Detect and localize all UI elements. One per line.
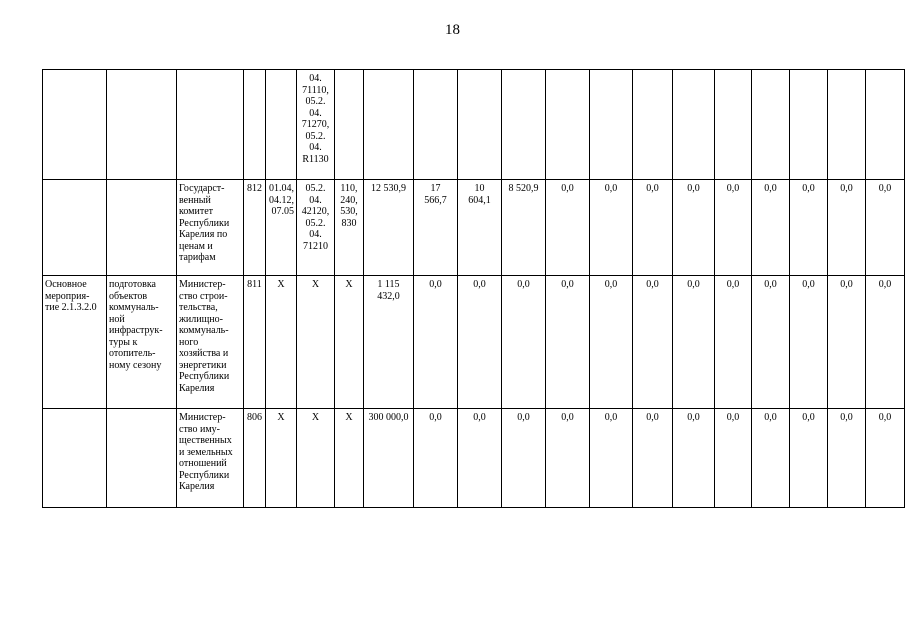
- grbs-code-cell: 811: [244, 276, 266, 409]
- value-cell: 0,0: [752, 276, 790, 409]
- value-cell: 0,0: [458, 409, 502, 508]
- executor-cell: [177, 70, 244, 180]
- value-cell: 0,0: [590, 409, 633, 508]
- value-cell: 0,0: [790, 409, 828, 508]
- section-code-cell: 01.04, 04.12, 07.05: [266, 180, 297, 276]
- measure-cell: [43, 70, 107, 180]
- measure-cell: Основное мероприя- тие 2.1.3.2.0: [43, 276, 107, 409]
- expense-type-cell: [335, 70, 364, 180]
- value-cell: 0,0: [828, 180, 866, 276]
- value-cell: [458, 70, 502, 180]
- value-cell: 0,0: [828, 409, 866, 508]
- value-cell: [590, 70, 633, 180]
- executor-cell: Министер- ство строи- тельства, жилищно- коммуналь- ного хозяйства и энергетики Республики Карелия: [177, 276, 244, 409]
- value-cell: 1 115 432,0: [364, 276, 414, 409]
- measure-cell: [43, 409, 107, 508]
- value-cell: 0,0: [866, 276, 905, 409]
- value-cell: 0,0: [590, 276, 633, 409]
- table-row: [43, 276, 905, 409]
- section-code-cell: X: [266, 409, 297, 508]
- value-cell: 0,0: [502, 276, 546, 409]
- section-code-cell: X: [266, 276, 297, 409]
- value-cell: 0,0: [828, 276, 866, 409]
- measure-name-cell: подготовка объектов коммуналь- ной инфраструк- туры к отопитель- ному сезону: [107, 276, 177, 409]
- value-cell: 0,0: [673, 180, 715, 276]
- grbs-code-cell: [244, 70, 266, 180]
- target-article-cell: 05.2. 04. 42120, 05.2. 04. 71210: [297, 180, 335, 276]
- executor-cell: Министер- ство иму- щественных и земельных отношений Республики Карелия: [177, 409, 244, 508]
- value-cell: 300 000,0: [364, 409, 414, 508]
- value-cell: [866, 70, 905, 180]
- value-cell: [546, 70, 590, 180]
- value-cell: 10 604,1: [458, 180, 502, 276]
- value-cell: 0,0: [546, 180, 590, 276]
- measure-name-cell: [107, 70, 177, 180]
- target-article-cell: X: [297, 409, 335, 508]
- budget-table: [42, 69, 905, 508]
- value-cell: 0,0: [715, 409, 752, 508]
- table-row: [43, 409, 905, 508]
- value-cell: 0,0: [633, 409, 673, 508]
- value-cell: 0,0: [633, 276, 673, 409]
- value-cell: 0,0: [673, 409, 715, 508]
- value-cell: 12 530,9: [364, 180, 414, 276]
- value-cell: [790, 70, 828, 180]
- value-cell: 0,0: [790, 276, 828, 409]
- value-cell: [502, 70, 546, 180]
- value-cell: 0,0: [752, 180, 790, 276]
- grbs-code-cell: 812: [244, 180, 266, 276]
- value-cell: 0,0: [790, 180, 828, 276]
- executor-cell: Государст- венный комитет Республики Карелия по ценам и тарифам: [177, 180, 244, 276]
- value-cell: 0,0: [673, 276, 715, 409]
- value-cell: [673, 70, 715, 180]
- grbs-code-cell: 806: [244, 409, 266, 508]
- value-cell: [715, 70, 752, 180]
- expense-type-cell: 110, 240, 530, 830: [335, 180, 364, 276]
- measure-name-cell: [107, 409, 177, 508]
- value-cell: 0,0: [590, 180, 633, 276]
- measure-name-cell: [107, 180, 177, 276]
- value-cell: 0,0: [414, 409, 458, 508]
- target-article-cell: X: [297, 276, 335, 409]
- value-cell: 17 566,7: [414, 180, 458, 276]
- value-cell: 0,0: [715, 180, 752, 276]
- value-cell: 0,0: [866, 180, 905, 276]
- value-cell: [828, 70, 866, 180]
- table-row: [43, 180, 905, 276]
- value-cell: 0,0: [414, 276, 458, 409]
- value-cell: 0,0: [752, 409, 790, 508]
- target-article-cell: 04. 71110, 05.2. 04. 71270, 05.2. 04. R1130: [297, 70, 335, 180]
- value-cell: 0,0: [546, 276, 590, 409]
- value-cell: [633, 70, 673, 180]
- value-cell: [752, 70, 790, 180]
- value-cell: 0,0: [866, 409, 905, 508]
- table-row: [43, 70, 905, 180]
- value-cell: 8 520,9: [502, 180, 546, 276]
- value-cell: [364, 70, 414, 180]
- measure-cell: [43, 180, 107, 276]
- value-cell: 0,0: [502, 409, 546, 508]
- section-code-cell: [266, 70, 297, 180]
- value-cell: 0,0: [715, 276, 752, 409]
- value-cell: 0,0: [633, 180, 673, 276]
- page-number: 18: [445, 22, 460, 38]
- value-cell: 0,0: [458, 276, 502, 409]
- value-cell: 0,0: [546, 409, 590, 508]
- expense-type-cell: X: [335, 276, 364, 409]
- value-cell: [414, 70, 458, 180]
- expense-type-cell: X: [335, 409, 364, 508]
